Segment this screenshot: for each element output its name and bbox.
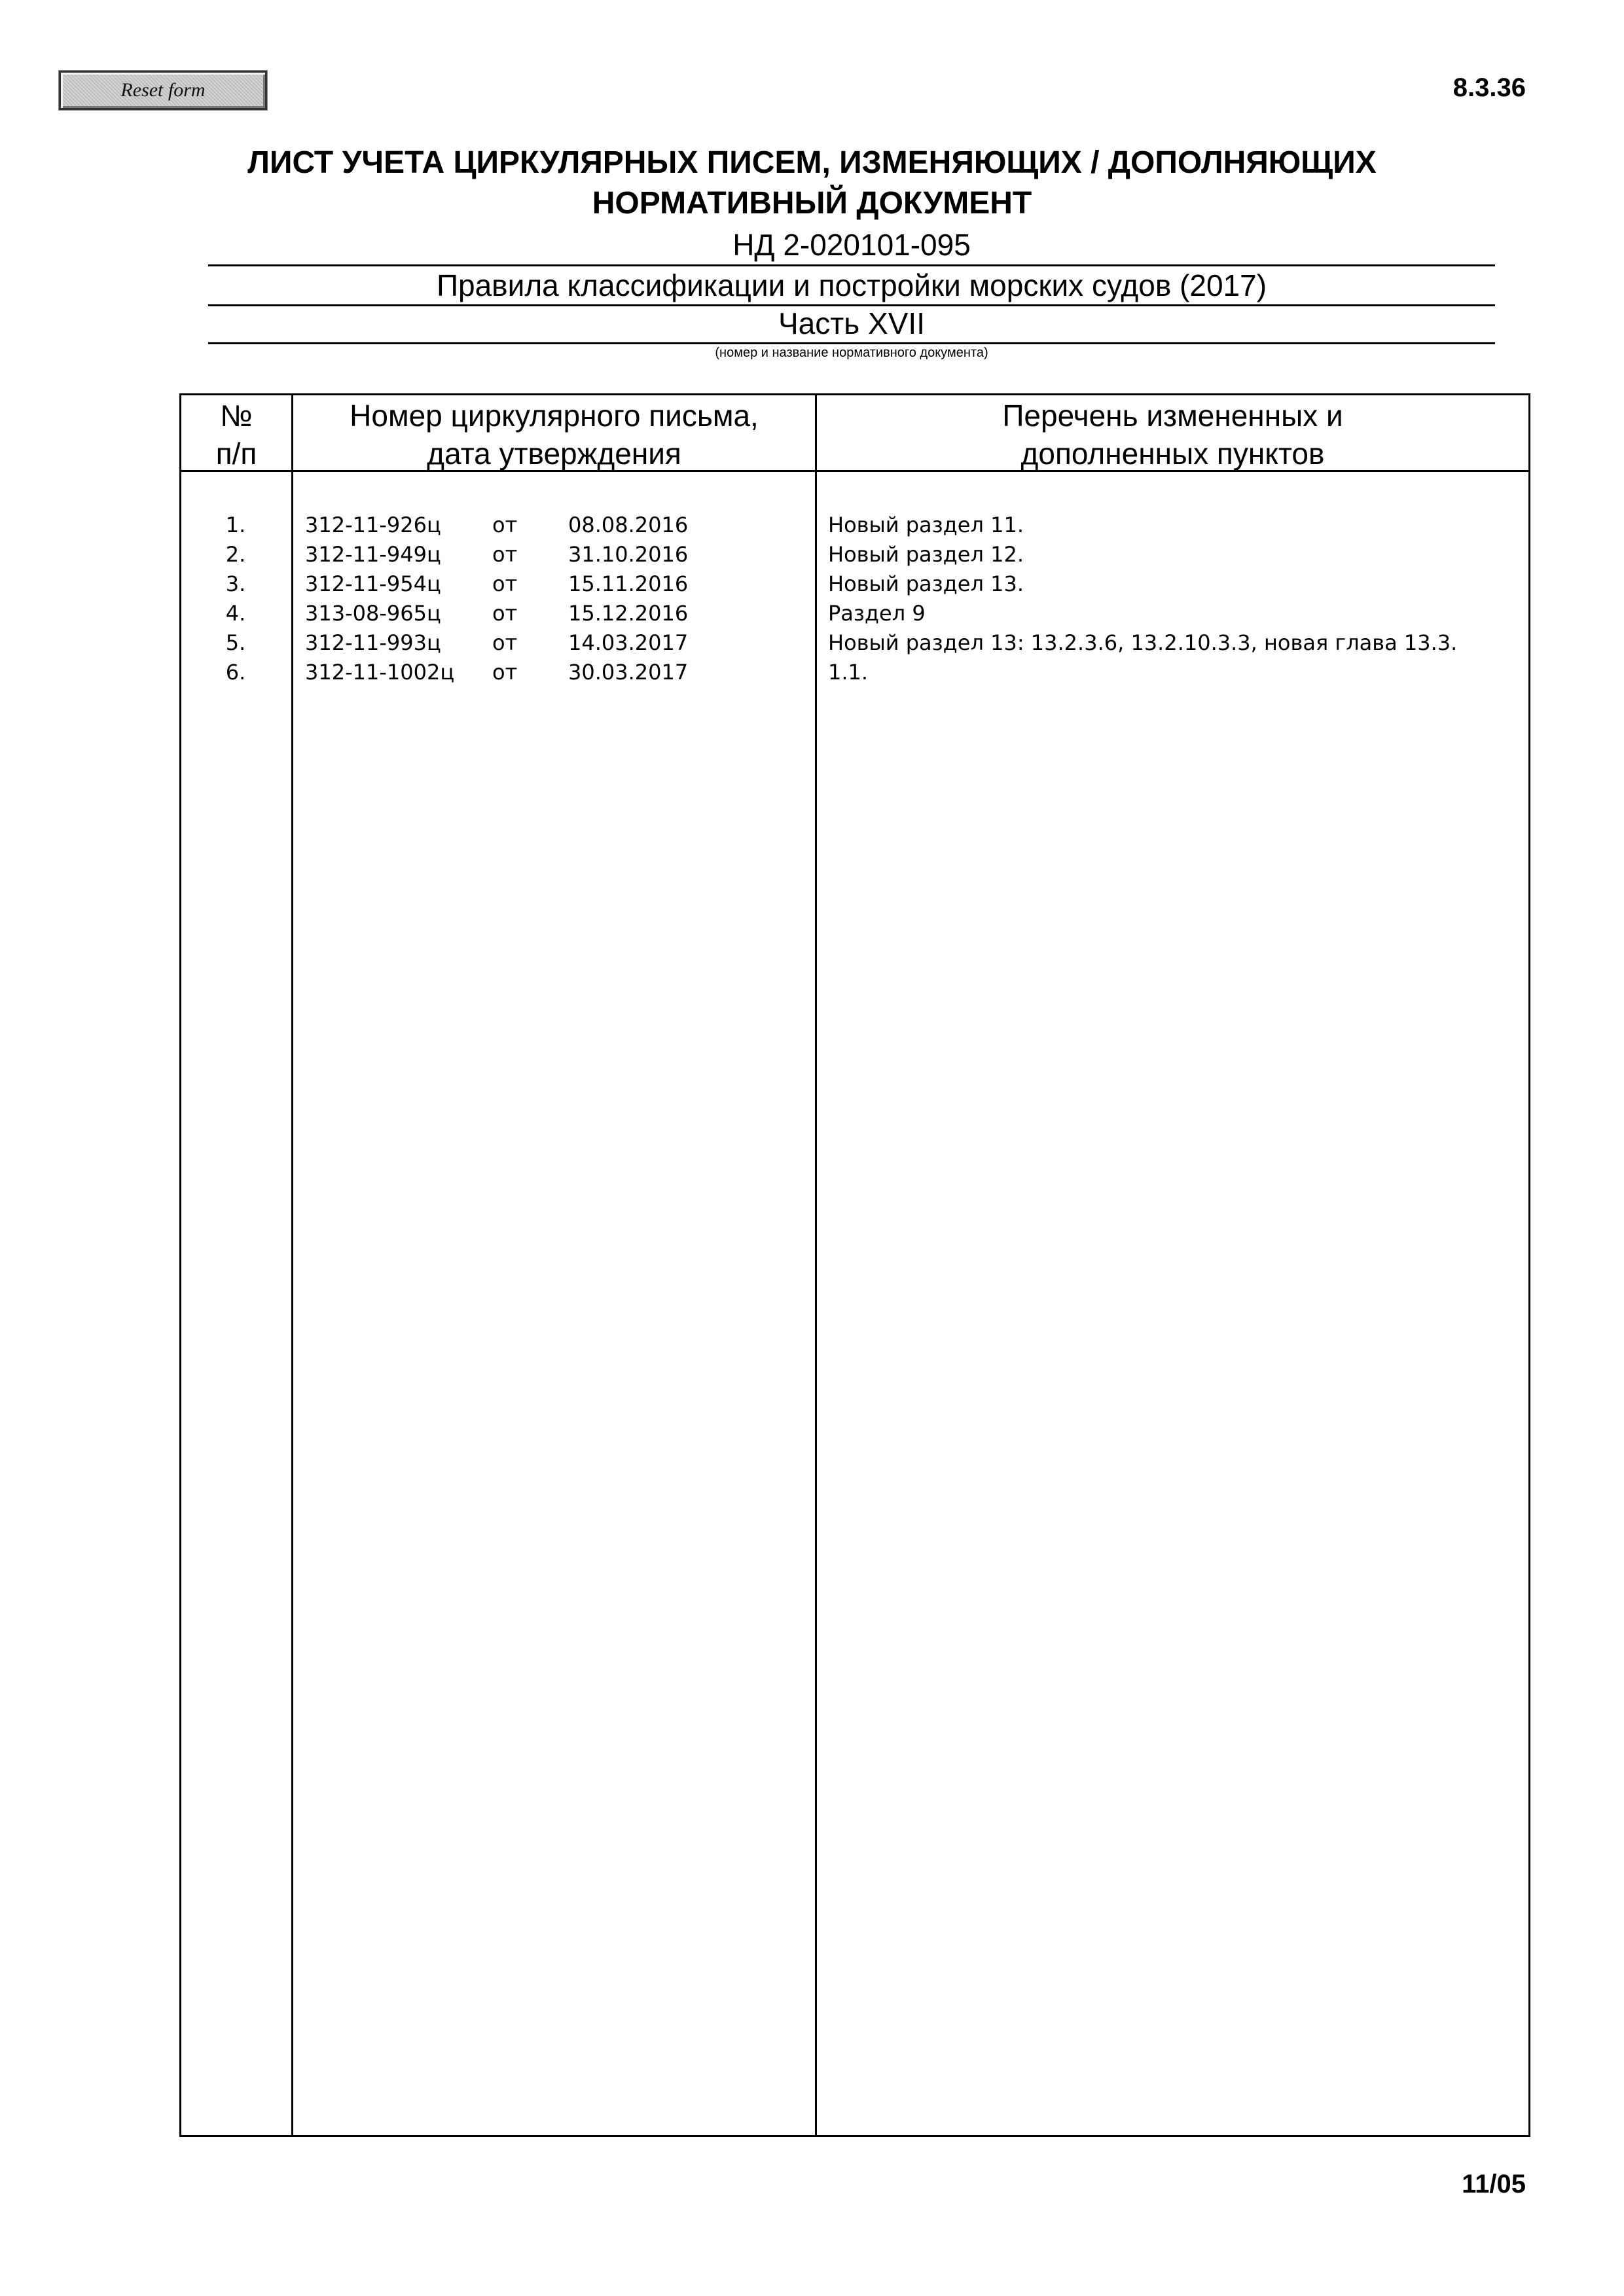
row-letter-number: 312-11-993ц [305,630,441,655]
row-date: 30.03.2017 [568,660,689,685]
row-number: 4. [225,601,246,626]
row-ot: от [492,571,518,596]
row-ot: от [492,512,518,537]
row-letter-number: 312-11-926ц [305,512,441,537]
divider-line [208,264,1495,266]
document-caption: (номер и название нормативного документа) [715,346,988,360]
row-ot: от [492,660,518,685]
row-letter-number: 312-11-949ц [305,542,441,567]
row-number: 5. [225,630,246,655]
header-items-line-1: Перечень измененных и [1002,399,1343,433]
row-number: 3. [225,571,246,596]
row-date: 15.11.2016 [568,571,689,596]
reset-form-button[interactable]: Reset form [59,71,267,110]
page-number: 11/05 [1462,2170,1526,2198]
header-letter-line-1: Номер циркулярного письма, [350,399,759,433]
page-title [0,143,1624,224]
column-divider [291,393,293,2137]
document-code: 8.3.36 [1453,73,1526,102]
row-date: 31.10.2016 [568,542,689,567]
document-part: Часть XVII [778,306,925,340]
row-number: 6. [225,660,246,685]
row-items: Новый раздел 13: 13.2.3.6, 13.2.10.3.3, новая глава 13.3. [828,630,1458,655]
document-number: НД 2-020101-095 [732,228,971,262]
row-items: Раздел 9 [828,601,926,626]
header-items-line-2: дополненных пунктов [1020,437,1325,471]
row-items: Новый раздел 12. [828,542,1024,567]
row-letter-number: 312-11-954ц [305,571,441,596]
row-ot: от [492,630,518,655]
header-letter [293,397,815,473]
row-number: 1. [225,512,246,537]
header-number-line-2: п/п [215,437,257,471]
document-name: Правила классификации и постройки морских судов (2017) [436,268,1267,302]
row-letter-number: 312-11-1002ц [305,660,455,685]
header-number-line-1: № [220,399,253,433]
row-ot: от [492,542,518,567]
row-items: 1.1. [828,660,869,685]
row-number: 2. [225,542,246,567]
row-letter-number: 313-08-965ц [305,601,441,626]
title-line-2: НОРМАТИВНЫЙ ДОКУМЕНТ [592,186,1032,221]
header-letter-line-2: дата утверждения [427,437,681,471]
divider-line [208,342,1495,344]
header-number [181,397,291,473]
row-date: 15.12.2016 [568,601,689,626]
row-date: 08.08.2016 [568,512,689,537]
row-ot: от [492,601,518,626]
title-line-1: ЛИСТ УЧЕТА ЦИРКУЛЯРНЫХ ПИСЕМ, ИЗМЕНЯЮЩИХ / ДОПОЛНЯЮЩИХ [247,145,1377,180]
row-date: 14.03.2017 [568,630,689,655]
row-items: Новый раздел 11. [828,512,1024,537]
column-divider [815,393,817,2137]
row-items: Новый раздел 13. [828,571,1024,596]
header-items [817,397,1528,473]
